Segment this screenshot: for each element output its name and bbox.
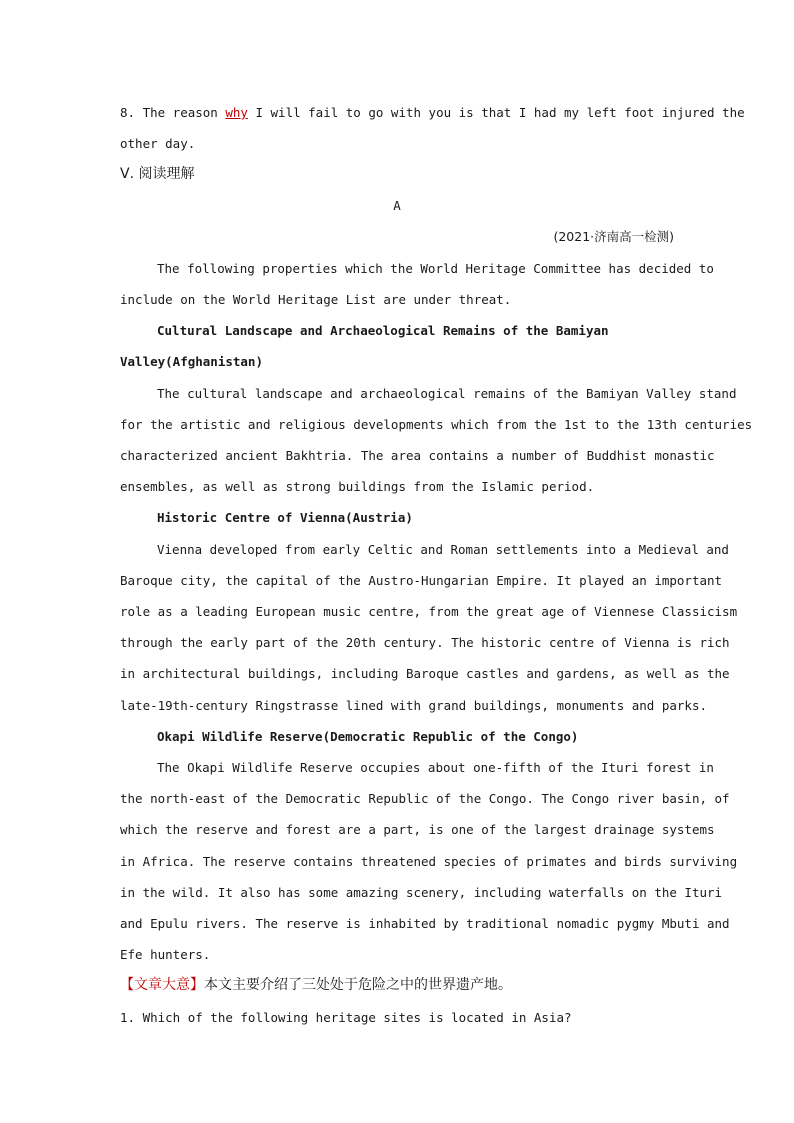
site-2-body-line: through the early part of the 20th century. The historic centre of Vienna is rich <box>120 635 730 650</box>
site-2-body-line: Vienna developed from early Celtic and Roman settlements into a Medieval and <box>157 542 729 557</box>
question-8-prefix: 8. The reason <box>120 105 226 120</box>
passage-label: A <box>393 198 401 213</box>
site-3-body-line: in Africa. The reserve contains threatened species of primates and birds surviving <box>120 854 738 869</box>
site-3-body-line: which the reserve and forest are a part, is one of the largest drainage systems <box>120 822 715 837</box>
site-3-title: Okapi Wildlife Reserve(Democratic Republic of the Congo) <box>157 729 579 744</box>
summary-text: 本文主要介绍了三处处于危险之中的世界遗产地。 <box>204 977 512 993</box>
section-heading: Ⅴ. 阅读理解 <box>120 166 195 182</box>
site-3-body-line: the north-east of the Democratic Republic of the Congo. The Congo river basin, of <box>120 791 730 806</box>
site-2-body-line: role as a leading European music centre, from the great age of Viennese Classicism <box>120 604 738 619</box>
site-3-body-line: and Epulu rivers. The reserve is inhabited by traditional nomadic pygmy Mbuti and <box>120 916 730 931</box>
question-8-line2: other day. <box>120 136 196 151</box>
question-8-rest: I will fail to go with you is that I had my left foot injured the <box>247 105 745 120</box>
question-1: 1. Which of the following heritage sites is located in Asia? <box>120 1010 572 1025</box>
site-2-body-line: Baroque city, the capital of the Austro-Hungarian Empire. It played an important <box>120 573 723 588</box>
site-2-body-line: late-19th-century Ringstrasse lined with grand buildings, monuments and parks. <box>120 698 707 713</box>
site-1-body-line: for the artistic and religious developments which from the 1st to the 13th centuries <box>120 417 753 432</box>
intro-line: The following properties which the World Heritage Committee has decided to <box>157 261 714 276</box>
summary-line <box>120 977 674 993</box>
summary-tag: 【文章大意】 <box>120 977 204 993</box>
site-1-body-line: ensembles, as well as strong buildings from the Islamic period. <box>120 479 595 494</box>
question-8-line1 <box>120 105 745 121</box>
site-3-body-line: in the wild. It also has some amazing scenery, including waterfalls on the Ituri <box>120 885 723 900</box>
site-1-body-line: characterized ancient Bakhtria. The area contains a number of Buddhist monastic <box>120 448 715 463</box>
site-1-title: Cultural Landscape and Archaeological Remains of the Bamiyan <box>157 323 609 338</box>
question-8-answer: why <box>225 105 248 120</box>
intro-line: include on the World Heritage List are under threat. <box>120 292 512 307</box>
site-1-title-cont: Valley(Afghanistan) <box>120 354 263 369</box>
site-1-body-line: The cultural landscape and archaeological remains of the Bamiyan Valley stand <box>157 386 737 401</box>
site-3-body-line: Efe hunters. <box>120 947 211 962</box>
site-3-body-line: The Okapi Wildlife Reserve occupies about one-fifth of the Ituri forest in <box>157 760 714 775</box>
site-2-body-line: in architectural buildings, including Baroque castles and gardens, as well as the <box>120 666 730 681</box>
site-2-title: Historic Centre of Vienna(Austria) <box>157 510 413 525</box>
passage-source: (2021·济南高一检测) <box>553 229 674 244</box>
